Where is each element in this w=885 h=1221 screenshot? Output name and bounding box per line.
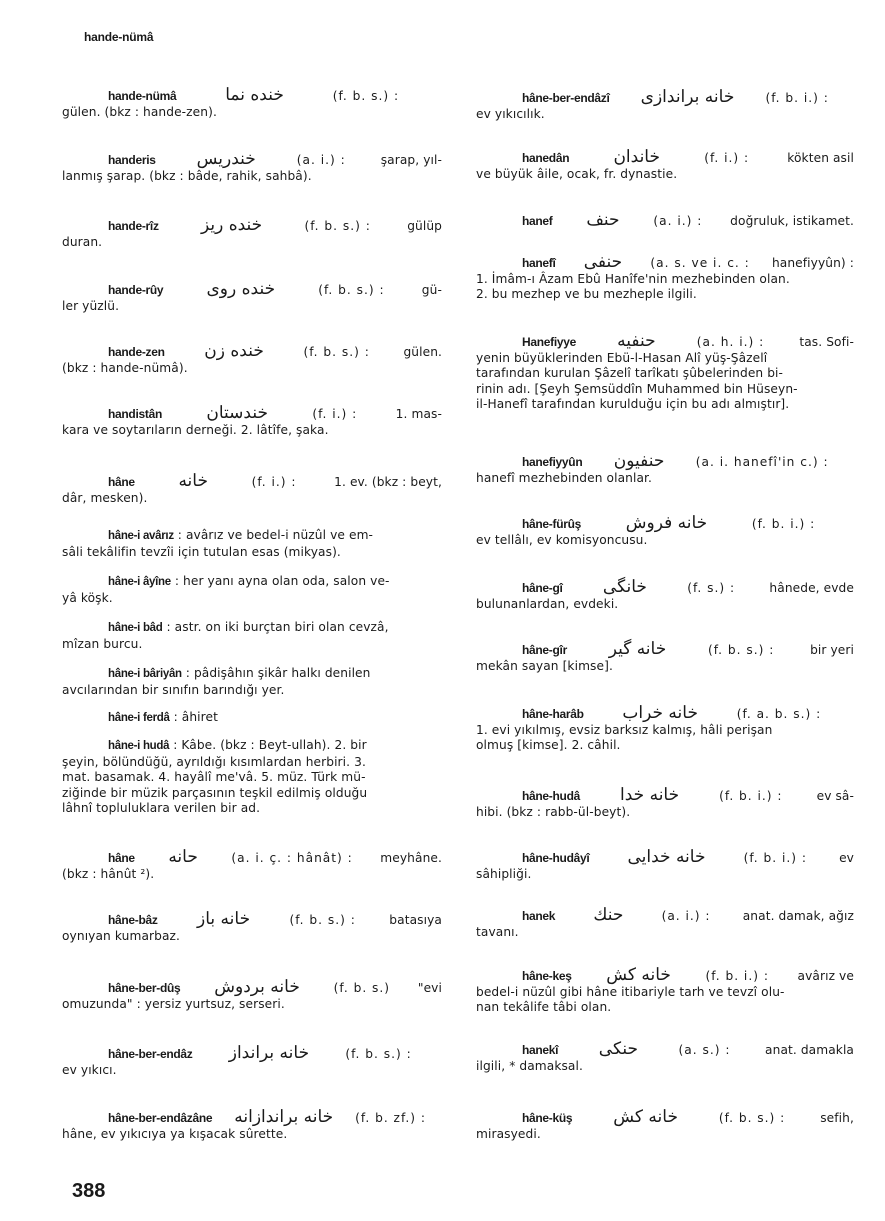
entry-arabic-script: خانه باز: [197, 909, 251, 929]
subentry-definition-start: : astr. on iki burçtan biri olan cevzâ,: [166, 620, 389, 634]
entry-headword: hâne-hudâyî: [522, 851, 590, 865]
entry-definition-line: hibi. (bkz : rabb-ül-beyt).: [476, 804, 631, 819]
dictionary-entry: [62, 977, 442, 1012]
entry-definition-line: ler yüzlü.: [62, 298, 120, 313]
entry-grammar: (f. b. s.) :: [289, 913, 356, 927]
entry-headword: handeris: [108, 153, 156, 167]
entry-first-line: [476, 965, 854, 985]
entry-headword: hâne-harâb: [522, 707, 584, 721]
entry-definition-line: dâr, mesken).: [62, 490, 148, 505]
entry-grammar: (f. b. zf.) :: [355, 1111, 426, 1125]
entry-grammar: (f. i.) :: [251, 475, 297, 489]
entry-first-line: [62, 403, 442, 423]
entry-first-line: [62, 341, 442, 361]
entry-definition-line: lanmış şarap. (bkz : bâde, rahik, sahbâ).: [62, 168, 312, 183]
entry-headword: Hanefiyye: [522, 335, 576, 349]
entry-first-line: [476, 847, 854, 867]
entry-grammar: (a. s.) :: [678, 1043, 731, 1057]
entry-arabic-script: خانه گير: [608, 639, 667, 659]
entry-definition-line: duran.: [62, 234, 103, 249]
entry-definition-start: gü-: [421, 283, 442, 297]
entry-arabic-script: خانه: [178, 471, 208, 491]
subentry-definition-start: : Kâbe. (bkz : Beyt-ullah). 2. bir: [173, 738, 367, 752]
entry-definition-start: gülüp: [407, 219, 442, 233]
dictionary-entry: [62, 341, 442, 376]
entry-arabic-script: خنده زن: [204, 341, 264, 361]
entry-grammar: (f. b. i.) :: [719, 789, 783, 803]
entry-arabic-script: خاندان: [613, 147, 660, 167]
entry-grammar: (f. b. s.) :: [345, 1047, 412, 1061]
dictionary-entry: [62, 279, 442, 314]
entry-definition-start: anat. damakla: [765, 1043, 854, 1057]
dictionary-entry: [476, 703, 854, 754]
entry-first-line: [62, 1043, 442, 1063]
entry-first-line: [476, 252, 854, 272]
entry-definition-line: 2. bu mezhep ve bu mezheple ilgili.: [476, 287, 697, 301]
entry-headword: hande-rîz: [108, 219, 159, 233]
dictionary-entry: [476, 210, 854, 230]
entry-headword: hâne: [108, 475, 135, 489]
subentry-first-line: [62, 620, 442, 637]
subentry-definition-start: : her yanı ayna olan oda, salon ve-: [174, 574, 390, 588]
entry-headword: hâne-ber-endâzâne: [108, 1111, 213, 1125]
entry-definition-line: gülen. (bkz : hande-zen).: [62, 104, 217, 119]
entry-first-line: [476, 451, 854, 471]
entry-arabic-script: حنفى: [583, 252, 623, 272]
entry-grammar: (f. b. s.): [333, 981, 391, 995]
entry-definition-start: ev sâ-: [816, 789, 854, 803]
entry-arabic-script: خندستان: [206, 403, 268, 423]
entry-first-line: [62, 471, 442, 491]
entry-first-line: [476, 1039, 854, 1059]
subentry-definition-line: lâhnî topluluklara verilen bir ad.: [62, 801, 261, 815]
subentry-definition-start: : avârız ve bedel-i nüzûl ve em-: [177, 528, 374, 542]
entry-headword: hanef: [522, 214, 553, 228]
entry-headword: hâne: [108, 851, 135, 865]
entry-definition-start: ev: [839, 851, 854, 865]
entry-definition-line: ev tellâlı, ev komisyoncusu.: [476, 532, 648, 547]
entry-definition-start: tas. Sofi-: [799, 335, 854, 349]
entry-grammar: (f. b. i.) :: [765, 91, 829, 105]
entry-headword: hanekî: [522, 1043, 559, 1057]
entry-first-line: [62, 85, 442, 105]
dictionary-entry: [476, 905, 854, 940]
dictionary-entry: [476, 451, 854, 486]
entry-definition-start: anat. damak, ağız: [742, 909, 854, 923]
subentry-definition-line: şeyin, bölündüğü, ayrıldığı kısımlardan herbiri. 3.: [62, 754, 366, 769]
entry-grammar: (f. b. s.) :: [303, 345, 370, 359]
entry-headword: hâne-ber-endâz: [108, 1047, 193, 1061]
entry-definition-line: 1. evi yıkılmış, evsiz barksız kalmış, hâli perişan: [476, 722, 773, 737]
entry-headword: hâne-hudâ: [522, 789, 580, 803]
entry-definition-line: ev yıkıcı.: [62, 1062, 117, 1077]
entry-definition-line: tarafından kurulan Şâzelî tarîkatı şûbelerinden bi-: [476, 366, 784, 380]
dictionary-subentry: [62, 528, 442, 560]
entry-definition-line: oynıyan kumarbaz.: [62, 928, 180, 943]
entry-headword: hâne-küş: [522, 1111, 573, 1125]
entry-first-line: [62, 1107, 442, 1127]
entry-grammar: (a. h. i.) :: [696, 335, 765, 349]
dictionary-entry: [476, 87, 854, 122]
entry-grammar: (f. b. i.) :: [751, 517, 816, 531]
entry-grammar: (a. i. hanefî'in c.) :: [695, 455, 829, 469]
dictionary-entry: [476, 331, 854, 413]
entry-definition-start: meyhâne.: [380, 851, 442, 865]
entry-definition-start: hanefiyyûn) :: [771, 256, 854, 270]
entry-arabic-script: خنده ريز: [200, 215, 263, 235]
entry-definition-line: tavanı.: [476, 924, 519, 939]
entry-grammar: (f. b. s.) :: [332, 89, 400, 103]
dictionary-entry: [62, 909, 442, 944]
entry-headword: hanedân: [522, 151, 570, 165]
dictionary-subentry: [62, 738, 442, 817]
entry-arabic-script: خانه بردوش: [214, 977, 300, 997]
subentry-headword: hâne-i avârız: [108, 530, 174, 542]
entry-definition-line: 1. İmâm-ı Âzam Ebû Hanîfe'nin mezhebinden olan.: [476, 271, 790, 286]
entry-definition-start: 1. ev. (bkz : beyt,: [334, 475, 442, 489]
entry-first-line: [476, 1107, 854, 1127]
entry-definition-line: nan tekâlife tâbi olan.: [476, 1000, 612, 1014]
entry-first-line: [476, 513, 854, 533]
entry-definition-start: doğruluk, istikamet.: [730, 214, 854, 228]
entry-headword: hanefî: [522, 256, 556, 270]
entry-definition-line: hanefî mezhebinden olanlar.: [476, 470, 652, 485]
dictionary-subentry: [62, 666, 442, 698]
entry-grammar: (a. i. ç. : hânât) :: [231, 851, 353, 865]
dictionary-entry: [476, 847, 854, 882]
entry-grammar: (f. b. i.) :: [705, 969, 769, 983]
entry-grammar: (a. i.) :: [661, 909, 711, 923]
entry-arabic-script: حنك: [593, 905, 624, 925]
dictionary-entry: [476, 577, 854, 612]
entry-headword: hâne-gî: [522, 581, 563, 595]
subentry-first-line: [62, 710, 442, 727]
entry-first-line: [476, 639, 854, 659]
subentry-headword: hâne-i bâriyân: [108, 668, 182, 680]
dictionary-entry: [476, 252, 854, 303]
entry-first-line: [476, 577, 854, 597]
entry-definition-line: hâne, ev yıkıcıya ya kışacak sûrette.: [62, 1126, 288, 1141]
entry-headword: hâne-ber-endâzî: [522, 91, 610, 105]
entry-definition-start: kökten asil: [787, 151, 854, 165]
subentry-first-line: [62, 528, 442, 545]
subentry-definition-start: : pâdişâhın şikâr halkı denilen: [185, 666, 371, 680]
entry-grammar: (a. i.) :: [653, 214, 703, 228]
entry-grammar: (f. i.) :: [704, 151, 750, 165]
entry-grammar: (f. s.) :: [687, 581, 736, 595]
entry-definition-line: ve büyük âile, ocak, fr. dynastie.: [476, 166, 678, 181]
entry-headword: hande-nümâ: [108, 89, 177, 103]
entry-headword: hâne-gîr: [522, 643, 567, 657]
subentry-definition-start: : âhiret: [173, 710, 218, 724]
entry-definition-line: kara ve soytarıların derneği. 2. lâtîfe, şaka.: [62, 422, 329, 437]
entry-definition-start: gülen.: [403, 345, 442, 359]
entry-arabic-script: حنفيه: [617, 331, 656, 351]
entry-arabic-script: خانه كش: [613, 1107, 678, 1127]
dictionary-entry: [476, 1039, 854, 1074]
entry-definition-start: 1. mas-: [395, 407, 442, 421]
dictionary-entry: [62, 85, 442, 120]
subentry-definition-line: mîzan burcu.: [62, 636, 143, 651]
entry-grammar: (f. a. b. s.) :: [736, 707, 822, 721]
entry-definition-start: "evi: [417, 981, 442, 995]
entry-grammar: (f. b. s.) :: [718, 1111, 786, 1125]
entry-arabic-script: خنده نما: [225, 85, 284, 105]
subentry-headword: hâne-i âyîne: [108, 576, 171, 588]
entry-definition-line: (bkz : hânût ²).: [62, 866, 155, 881]
entry-first-line: [62, 279, 442, 299]
subentry-first-line: [62, 666, 442, 683]
subentry-headword: hâne-i ferdâ: [108, 712, 170, 724]
subentry-headword: hâne-i bâd: [108, 622, 163, 634]
dictionary-entry: [62, 149, 442, 184]
entry-headword: hanefiyyûn: [522, 455, 583, 469]
entry-grammar: (f. b. s.) :: [318, 283, 385, 297]
subentry-definition-line: ziğinde bir müzik parçasının teşkil edilmiş olduğu: [62, 785, 368, 800]
entry-definition-line: mekân sayan [kimse].: [476, 658, 613, 673]
entry-grammar: (f. i.) :: [312, 407, 358, 421]
entry-first-line: [62, 149, 442, 169]
subentry-first-line: [62, 738, 442, 755]
dictionary-entry: [62, 403, 442, 438]
entry-arabic-script: خانه خراب: [622, 703, 698, 723]
entry-first-line: [62, 909, 442, 929]
entry-definition-start: batasıya: [389, 913, 442, 927]
entry-arabic-script: خانه براندازى: [640, 87, 735, 107]
entry-first-line: [476, 905, 854, 925]
entry-definition-line: mirasyedi.: [476, 1126, 541, 1141]
entry-first-line: [476, 210, 854, 230]
entry-headword: hanek: [522, 909, 556, 923]
entry-arabic-script: خانه خدا: [620, 785, 680, 805]
entry-headword: hande-zen: [108, 345, 165, 359]
entry-arabic-script: خانه خدايى: [627, 847, 706, 867]
entry-arabic-script: خنده روى: [206, 279, 276, 299]
dictionary-entry: [62, 1107, 442, 1142]
entry-arabic-script: خانه كش: [606, 965, 671, 985]
entry-definition-line: rinin adı. [Şeyh Şemsüddîn Muhammed bin Hüseyn-: [476, 381, 798, 396]
dictionary-entry: [62, 471, 442, 506]
subentry-definition-line: avcılarından bir sınıfın barındığı yer.: [62, 682, 285, 697]
entry-arabic-script: حنكى: [598, 1039, 638, 1059]
entry-headword: handistân: [108, 407, 162, 421]
dictionary-entry: [476, 639, 854, 674]
entry-arabic-script: خانگى: [602, 577, 647, 597]
entry-definition-start: şarap, yıl-: [380, 153, 442, 167]
entry-first-line: [476, 147, 854, 167]
entry-headword: hande-rûy: [108, 283, 164, 297]
entry-definition-line: (bkz : hande-nümâ).: [62, 360, 188, 375]
entry-grammar: (f. b. s.) :: [707, 643, 775, 657]
dictionary-subentry: [62, 620, 442, 652]
entry-definition-start: hânede, evde: [769, 581, 854, 595]
entry-definition-line: ilgili, * damaksal.: [476, 1058, 583, 1073]
entry-first-line: [476, 785, 854, 805]
entry-definition-line: ev yıkıcılık.: [476, 106, 545, 121]
entry-definition-start: avârız ve: [797, 969, 854, 983]
entry-headword: hâne-keş: [522, 969, 572, 983]
dictionary-entry: [62, 215, 442, 250]
entry-first-line: [62, 977, 442, 997]
page-header: hande-nümâ: [84, 30, 154, 44]
entry-definition-line: bulunanlardan, evdeki.: [476, 596, 619, 611]
entry-first-line: [476, 703, 854, 723]
entry-first-line: [476, 87, 854, 107]
dictionary-entry: [62, 1043, 442, 1078]
dictionary-entry: [476, 965, 854, 1016]
entry-definition-start: sefih,: [820, 1111, 854, 1125]
subentry-definition-line: sâli tekâlifin tevzîi için tutulan esas (mikyas).: [62, 544, 341, 559]
entry-definition-line: il-Hanefî tarafından kurulduğu için bu adı almıştır].: [476, 397, 790, 411]
entry-grammar: (a. s. ve i. c. :: [650, 256, 750, 270]
entry-arabic-script: خندريس: [196, 149, 256, 169]
page-number: 388: [72, 1180, 106, 1202]
entry-definition-line: bedel-i nüzûl gibi hâne itibariyle tarh ve tevzî olu-: [476, 984, 785, 999]
entry-grammar: (f. b. i.) :: [743, 851, 807, 865]
entry-definition-line: yenin büyüklerinden Ebü-l-Hasan Alî yüş-Şâzelî: [476, 350, 768, 365]
entry-grammar: (f. b. s.) :: [304, 219, 371, 233]
dictionary-entry: [476, 147, 854, 182]
entry-first-line: [476, 331, 854, 351]
entry-definition-line: sâhipliği.: [476, 866, 532, 881]
entry-arabic-script: حنفيون: [613, 451, 665, 471]
entry-definition-line: olmuş [kimse]. 2. câhil.: [476, 738, 621, 752]
entry-arabic-script: خانه برانداز: [228, 1043, 310, 1063]
entry-definition-line: omuzunda" : yersiz yurtsuz, serseri.: [62, 996, 285, 1011]
entry-headword: hâne-ber-dûş: [108, 981, 181, 995]
entry-arabic-script: خانه فروش: [625, 513, 708, 533]
subentry-first-line: [62, 574, 442, 591]
entry-arabic-script: خانه براندازانه: [234, 1107, 334, 1127]
dictionary-entry: [476, 513, 854, 548]
entry-arabic-script: حانه: [168, 847, 198, 867]
entry-headword: hâne-bâz: [108, 913, 158, 927]
subentry-definition-line: yâ köşk.: [62, 590, 113, 605]
dictionary-entry: [476, 1107, 854, 1142]
dictionary-entry: [62, 847, 442, 882]
dictionary-subentry: [62, 710, 442, 727]
entry-headword: hâne-fürûş: [522, 517, 582, 531]
subentry-headword: hâne-i hudâ: [108, 740, 170, 752]
entry-definition-start: bir yeri: [810, 643, 854, 657]
entry-first-line: [62, 215, 442, 235]
dictionary-entry: [476, 785, 854, 820]
dictionary-subentry: [62, 574, 442, 606]
entry-arabic-script: حنف: [586, 210, 620, 230]
subentry-definition-line: mat. basamak. 4. hayâlî me'vâ. 5. müz. Türk mü-: [62, 770, 366, 784]
entry-grammar: (a. i.) :: [296, 153, 346, 167]
entry-first-line: [62, 847, 442, 867]
